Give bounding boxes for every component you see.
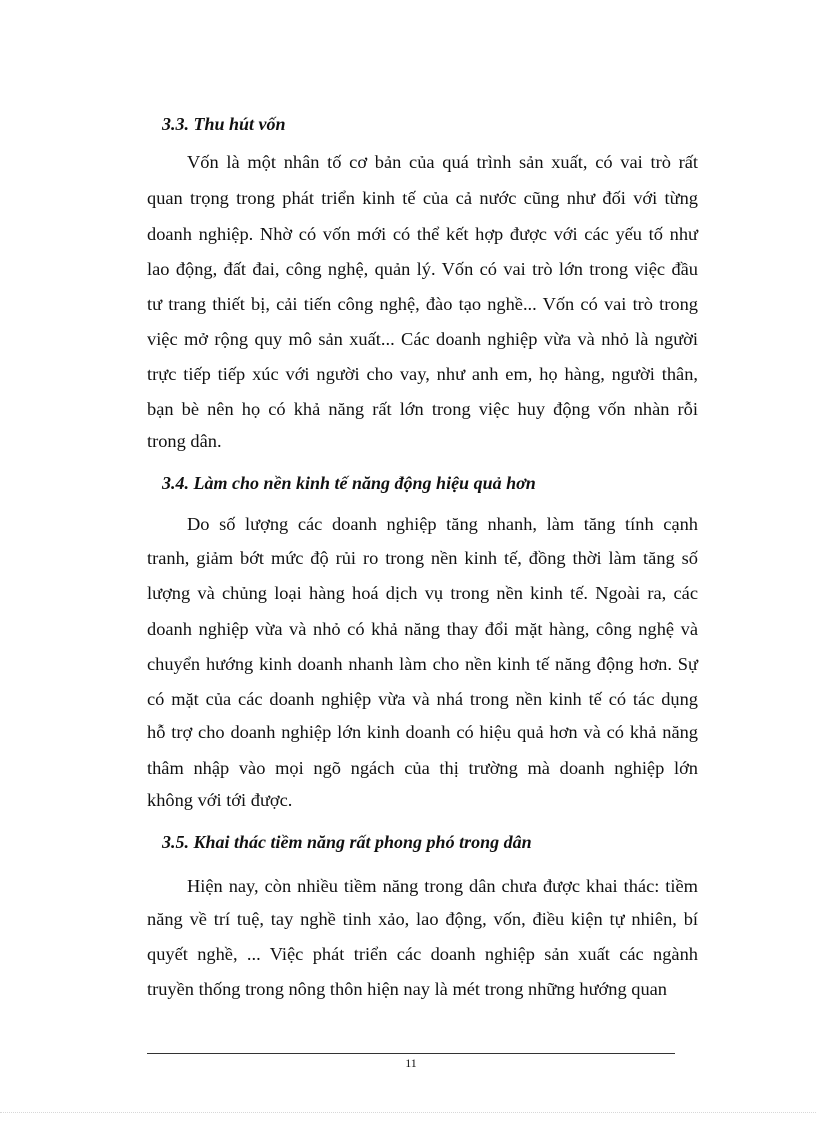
paragraph-line: tranh, giảm bớt mức độ rủi ro trong nền kinh tế, đồng thời làm tăng số: [147, 548, 698, 568]
paragraph-line: không với tới được.: [147, 790, 293, 810]
paragraph-line: có mặt của các doanh nghiệp vừa và nhá trong nền kinh tế có tác dụng: [147, 689, 698, 709]
footer-divider: [147, 1053, 675, 1054]
paragraph-line: thâm nhập vào mọi ngõ ngách của thị trường mà doanh nghiệp lớn: [147, 758, 698, 778]
paragraph-line: lượng và chủng loại hàng hoá dịch vụ trong nền kinh tế. Ngoài ra, các: [147, 583, 698, 603]
paragraph-line: năng về trí tuệ, tay nghề tinh xảo, lao động, vốn, điều kiện tự nhiên, bí: [147, 909, 698, 929]
paragraph-line: quyết nghề, ... Việc phát triển các doanh nghiệp sản xuất các ngành: [147, 944, 698, 964]
paragraph-line: truyền thống trong nông thôn hiện nay là mét trong những hướng quan: [147, 979, 668, 999]
paragraph-line: việc mở rộng quy mô sản xuất... Các doanh nghiệp vừa và nhỏ là người: [147, 329, 698, 349]
paragraph-line: trực tiếp tiếp xúc với người cho vay, như anh em, họ hàng, người thân,: [147, 364, 698, 384]
section-heading-3-3: 3.3. Thu hút vốn: [162, 114, 286, 134]
paragraph-line: Vốn là một nhân tố cơ bản của quá trình sản xuất, có vai trò rất: [187, 152, 698, 172]
paragraph-line: lao động, đất đai, công nghệ, quản lý. Vốn có vai trò lớn trong việc đầu: [147, 259, 698, 279]
paragraph-line: bạn bè nên họ có khả năng rất lớn trong việc huy động vốn nhàn rỗi: [147, 399, 698, 419]
section-heading-3-4: 3.4. Làm cho nền kinh tế năng động hiệu quả hơn: [162, 473, 536, 493]
paragraph-line: hỗ trợ cho doanh nghiệp lớn kinh doanh có hiệu quả hơn và có khả năng: [147, 722, 698, 742]
page-number: 11: [405, 1056, 417, 1070]
section-heading-3-5: 3.5. Khai thác tiềm năng rất phong phó trong dân: [162, 832, 532, 852]
paragraph-line: Hiện nay, còn nhiều tiềm năng trong dân chưa được khai thác: tiềm: [187, 876, 698, 896]
paragraph-line: quan trọng trong phát triển kinh tế của cả nước cũng như đối với từng: [147, 188, 698, 208]
paragraph-line: doanh nghiệp vừa và nhỏ có khả năng thay đổi mặt hàng, công nghệ và: [147, 619, 698, 639]
paragraph-line: chuyển hướng kinh doanh nhanh làm cho nền kinh tế năng động hơn. Sự: [147, 654, 698, 674]
paragraph-line: tư trang thiết bị, cải tiến công nghệ, đào tạo nghề... Vốn có vai trò trong: [147, 294, 698, 314]
paragraph-line: doanh nghiệp. Nhờ có vốn mới có thể kết hợp được với các yếu tố như: [147, 224, 698, 244]
paragraph-line: Do số lượng các doanh nghiệp tăng nhanh, làm tăng tính cạnh: [187, 514, 698, 534]
page-bottom-edge: [0, 1112, 816, 1113]
paragraph-line: trong dân.: [147, 431, 222, 451]
